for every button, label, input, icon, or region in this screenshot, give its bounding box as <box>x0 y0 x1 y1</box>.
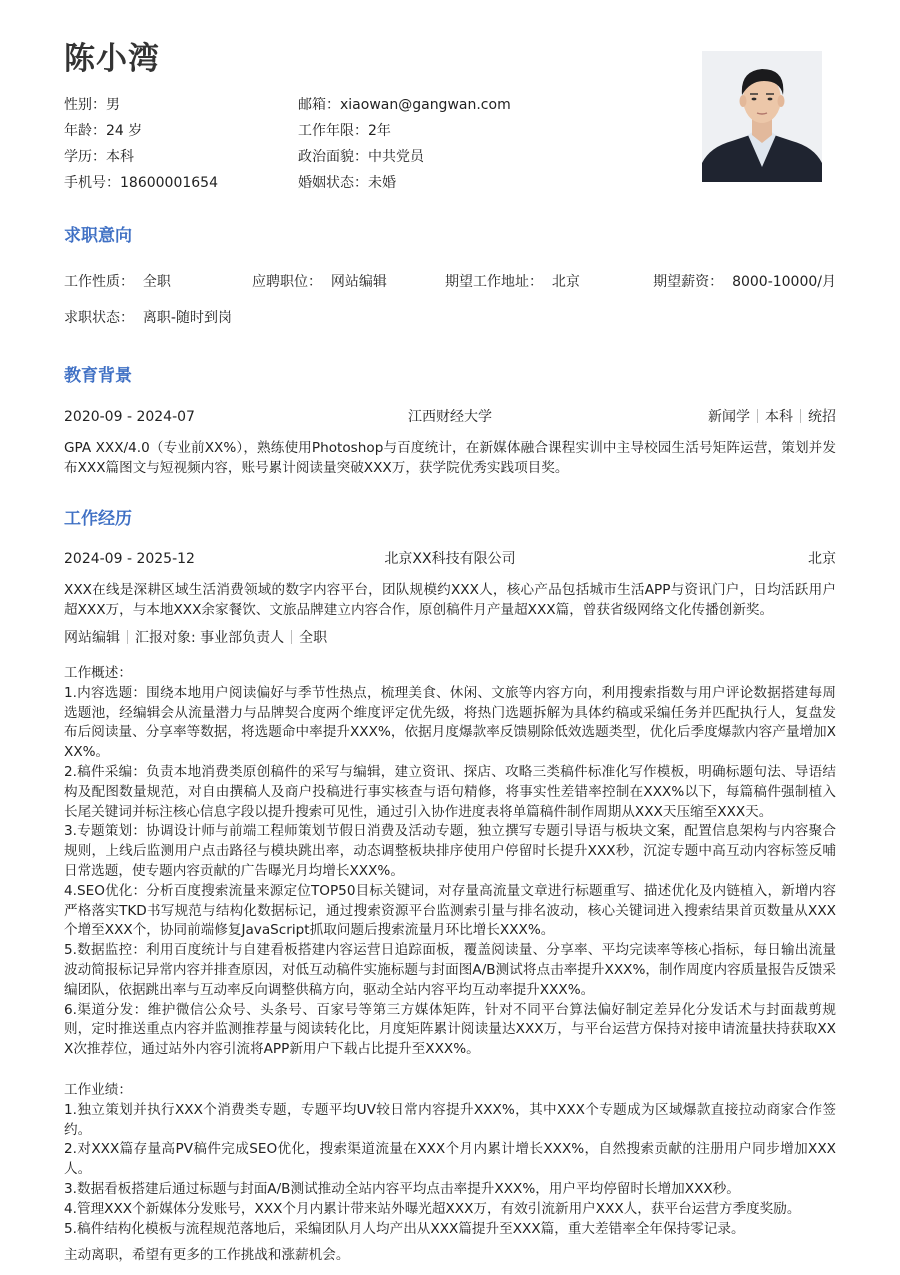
work-city: 北京 <box>808 551 836 567</box>
info-row <box>64 172 664 198</box>
info-row <box>64 146 664 172</box>
info-email: 邮箱：xiaowan@gangwan.com <box>298 97 511 113</box>
result-item: 4.管理XXX个新媒体分发账号，XXX个月内累计带来站外曝光超XXX万，有效引流新用户XXX人，获平台运营方季度奖励。 <box>64 1200 801 1217</box>
divider <box>757 409 758 423</box>
avatar-portrait-icon <box>702 51 822 182</box>
info-row <box>64 94 664 120</box>
education-header <box>64 406 836 428</box>
overview-item: 4.SEO优化：分析百度搜索流量来源定位TOP50目标关键词，对存量高流量文章进行标题重写、描述优化及内链植入，新增内容严格落实TKD书写规范与结构化数据标记，通过搜索资源平台监测索引量与排名波动，核心关键词进入搜索结果首页数量从XXX个增至XXX个，协同前端修复JavaScript抓取问题后搜索流量月环比增长XXX%。 <box>64 882 836 939</box>
section-title-intent: 求职意向 <box>64 226 132 246</box>
info-row <box>64 120 664 146</box>
overview-title: 工作概述： <box>64 665 132 681</box>
result-item: 1.独立策划并执行XXX个消费类专题，专题平均UV较日常内容提升XXX%，其中XXX个专题成为区域爆款直接拉动商家合作签约。 <box>64 1101 836 1138</box>
profile-photo <box>702 51 822 182</box>
overview-item: 2.稿件采编：负责本地消费类原创稿件的采写与编辑，建立资讯、探店、攻略三类稿件标准化写作模板，明确标题句法、导语结构及配图数量规范，对自由撰稿人及商户投稿进行事实核查与语句精修，将事实性差错率控制在XXX%以下，每篇稿件强制植入长尾关键词并标注核心信息字段以提升搜索可见性，通过引入协作进度表将单篇稿件制作周期从XXX天压缩至XXX天。 <box>64 763 836 820</box>
candidate-name: 陈小湾 <box>64 41 160 77</box>
basic-info <box>64 94 664 198</box>
work-overview <box>64 664 836 1060</box>
info-education: 学历：本科 <box>64 149 134 165</box>
result-item: 5.稿件结构化模板与流程规范落地后，采编团队月人均产出从XXX篇提升至XXX篇，重大差错率全年保持零记录。 <box>64 1220 745 1237</box>
section-title-work: 工作经历 <box>64 509 132 529</box>
info-phone: 手机号：18600001654 <box>64 175 218 191</box>
divider <box>800 409 801 423</box>
result-item: 3.数据看板搭建后通过标题与封面A/B测试推动全站内容平均点击率提升XXX%，用户平均停留时长增加XXX秒。 <box>64 1180 740 1197</box>
work-results <box>64 1081 836 1239</box>
section-title-education: 教育背景 <box>64 366 132 386</box>
info-marital: 婚姻状态：未婚 <box>298 175 396 191</box>
education-description: GPA XXX/4.0（专业前XX%），熟练使用Photoshop与百度统计，在新媒体融合课程实训中主导校园生活号矩阵运营，策划并发布XXX篇图文与短视频内容，账号累计阅读量突破XXX万，获学院优秀实践项目奖。 <box>64 440 836 476</box>
work-tags: 网站编辑 汇报对象: 事业部负责人 全职 <box>64 630 328 646</box>
overview-item: 5.数据监控：利用百度统计与自建看板搭建内容运营日追踪面板，覆盖阅读量、分享率、平均完读率等核心指标，每日输出流量波动简报标记异常内容并排查原因，对低互动稿件实施标题与封面图A/B测试将点击率提升XXX%，制作周度内容质量报告反馈采编团队，依据跳出率与互动率反向调整供稿方向，驱动全站内容平均互动率提升XXX%。 <box>64 942 836 998</box>
info-political: 政治面貌：中共党员 <box>298 149 424 165</box>
education-meta: 新闻学 本科 统招 <box>708 409 836 425</box>
divider <box>127 630 128 644</box>
info-work-years: 工作年限：2年 <box>298 123 391 139</box>
work-header <box>64 548 836 570</box>
leave-reason: 主动离职，希望有更多的工作挑战和涨薪机会。 <box>64 1247 350 1263</box>
overview-item: 6.渠道分发：维护微信公众号、头条号、百家号等第三方媒体矩阵，针对不同平台算法偏好制定差异化分发话术与封面裁剪规则，定时推送重点内容并监测推荐量与阅读转化比，月度矩阵累计阅读量达XXX万，与平台运营方保持对接申请流量扶持获取XXX次推荐位，通过站外内容引流将APP新用户下载占比提升至XXX%。 <box>64 1001 836 1058</box>
company-description: XXX在线是深耕区域生活消费领域的数字内容平台，团队规模约XXX人，核心产品包括城市生活APP与资讯门户，日均活跃用户超XXX万，与本地XXX余家餐饮、文旅品牌建立内容合作，原创稿件月产量超XXX篇，曾获省级网络文化传播创新奖。 <box>64 582 836 618</box>
work-period: 2024-09 - 2025-12 <box>64 551 195 567</box>
intent-position: 应聘职位： 网站编辑 <box>252 274 387 290</box>
info-gender: 性别：男 <box>64 97 120 113</box>
intent-nature: 工作性质： 全职 <box>64 274 171 290</box>
overview-item: 3.专题策划：协调设计师与前端工程师策划节假日消费及活动专题，独立撰写专题引导语与板块文案，配置信息架构与内容聚合规则，上线后监测用户点击路径与模块跳出率，动态调整板块排序使用户停留时长提升XXX秒，沉淀专题中高互动内容标签反哺日常选题，使专题内容贡献的广告曝光月均增长XXX%。 <box>64 823 836 879</box>
intent-row <box>64 271 836 293</box>
results-title: 工作业绩： <box>64 1082 132 1098</box>
education-school: 江西财经大学 <box>408 409 492 425</box>
result-item: 2.对XXX篇存量高PV稿件完成SEO优化，搜索渠道流量在XXX个月内累计增长XXX%，自然搜索贡献的注册用户同步增加XXX人。 <box>64 1141 836 1178</box>
intent-status: 求职状态： 离职-随时到岗 <box>64 310 232 326</box>
overview-item: 1.内容选题：围绕本地用户阅读偏好与季节性热点，梳理美食、休闲、文旅等内容方向，利用搜索指数与用户评论数据搭建每周选题池，经编辑会从流量潜力与品牌契合度两个维度评定优先级，将热门选题拆解为具体约稿或采编任务并匹配执行人，复盘发布后阅读量、分享率等数据，将选题命中率提升XXX%，依据月度爆款率反馈剔除低效选题类型，优化后季度爆款内容产量增加XXX%。 <box>64 684 836 761</box>
work-company: 北京XX科技有限公司 <box>384 551 516 567</box>
education-period: 2020-09 - 2024-07 <box>64 409 195 425</box>
intent-location: 期望工作地址： 北京 <box>445 274 580 290</box>
info-age: 年龄：24 岁 <box>64 123 143 139</box>
intent-salary: 期望薪资： 8000-10000/月 <box>653 274 836 290</box>
divider <box>291 630 292 644</box>
